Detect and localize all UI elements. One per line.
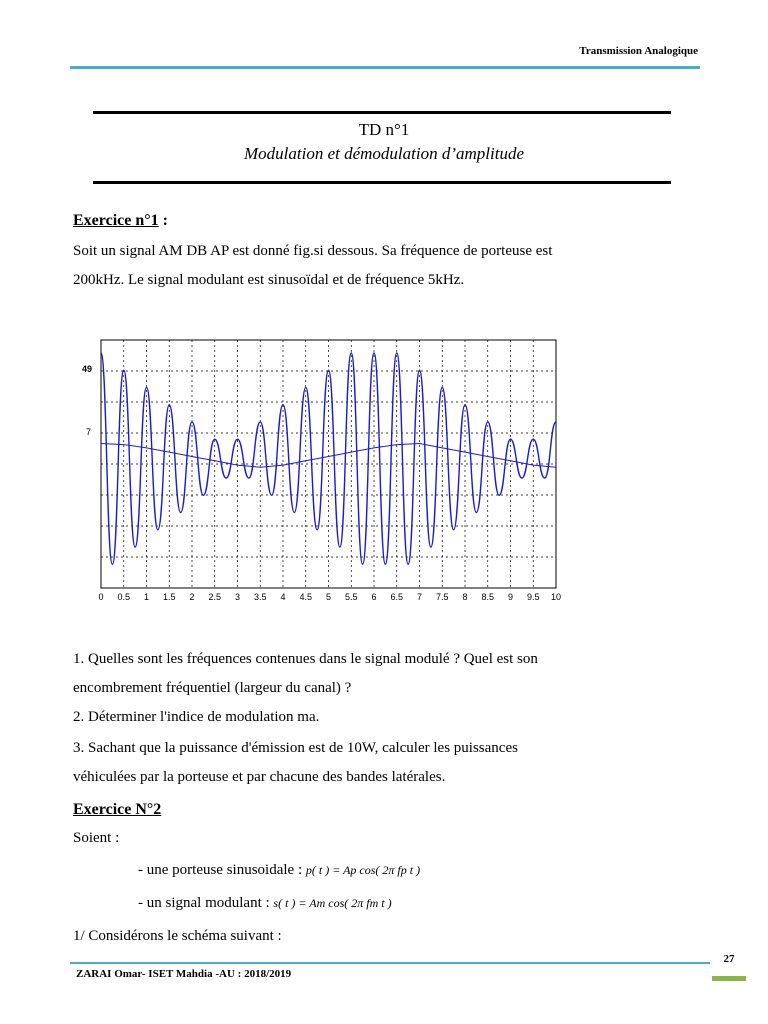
x-tick-label-11: 5.5: [344, 592, 358, 602]
modulating-formula: s( t ) = Am cos( 2π fm t ): [273, 896, 392, 910]
x-tick-label-15: 7.5: [435, 592, 449, 602]
exercise-1-heading: [73, 212, 168, 230]
series-line-0: [101, 353, 556, 564]
td-title: TD n°1: [358, 120, 410, 139]
exercise-1-title: Exercice n°1: [73, 212, 159, 229]
x-tick-label-1: 0.5: [117, 592, 131, 602]
footer-divider: [70, 962, 710, 964]
x-tick-label-0: 0: [98, 592, 104, 602]
exercise-1-title-suffix: :: [158, 212, 168, 229]
x-tick-label-16: 8: [462, 592, 468, 602]
td-subtitle: Modulation et démodulation d’amplitude: [244, 144, 524, 163]
chart-x-tick-labels: [98, 592, 561, 602]
x-tick-label-7: 3.5: [253, 592, 267, 602]
footer-text: ZARAI Omar- ISET Mahdia -AU : 2018/2019: [76, 968, 292, 980]
exercise-1-intro-line-1: Soit un signal AM DB AP est donné fig.si dessous. Sa fréquence de porteuse est: [73, 243, 553, 259]
title-bottom-rule: [93, 181, 671, 184]
x-tick-label-13: 6.5: [390, 592, 404, 602]
x-tick-label-20: 10: [550, 592, 562, 602]
x-tick-label-19: 9.5: [526, 592, 540, 602]
exercise-2-title: Exercice N°2: [73, 801, 162, 818]
x-tick-label-8: 4: [280, 592, 286, 602]
question-3-line-2: véhiculées par la porteuse et par chacune des bandes latérales.: [73, 769, 446, 785]
question-3-line-1: 3. Sachant que la puissance d'émission est de 10W, calculer les puissances: [73, 740, 518, 756]
header-title: Transmission Analogique: [579, 45, 698, 57]
y-label-max: 49: [82, 364, 93, 374]
x-tick-label-5: 2.5: [208, 592, 222, 602]
x-tick-label-9: 4.5: [299, 592, 313, 602]
x-tick-label-2: 1: [143, 592, 150, 602]
question-1-line-1: 1. Quelles sont les fréquences contenues dans le signal modulé ? Quel est son: [73, 651, 538, 667]
title-top-rule: [93, 111, 671, 114]
x-tick-label-3: 1.5: [162, 592, 176, 602]
question-1-line-2: encombrement fréquentiel (largeur du canal) ?: [73, 680, 352, 696]
am-signal-chart: [76, 335, 576, 610]
y-label-envelope: 7: [86, 427, 92, 437]
modulating-label: - un signal modulant :: [138, 895, 274, 911]
carrier-line: [138, 862, 420, 879]
x-tick-label-18: 9: [507, 592, 514, 602]
x-tick-label-10: 5: [325, 592, 332, 602]
page-number-bar: [712, 976, 746, 981]
exercise-1-intro-line-2: 200kHz. Le signal modulant est sinusoïdal et de fréquence 5kHz.: [73, 272, 465, 288]
x-tick-label-14: 7: [416, 592, 423, 602]
carrier-label: - une porteuse sinusoidale :: [138, 862, 306, 878]
schema-intro: 1/ Considérons le schéma suivant :: [73, 928, 282, 944]
page-number: 27: [723, 953, 735, 965]
question-2: 2. Déterminer l'indice de modulation ma.: [73, 709, 320, 725]
x-tick-label-12: 6: [371, 592, 377, 602]
chart-grid: [101, 340, 556, 588]
x-tick-label-6: 3: [234, 592, 241, 602]
modulating-line: [138, 895, 392, 912]
header-divider: [70, 66, 700, 69]
carrier-formula: p( t ) = Ap cos( 2π fp t ): [305, 863, 421, 877]
x-tick-label-4: 2: [189, 592, 195, 602]
x-tick-label-17: 8.5: [481, 592, 495, 602]
chart-series-group: [101, 353, 556, 564]
exercise-2-soient: Soient :: [73, 830, 120, 846]
